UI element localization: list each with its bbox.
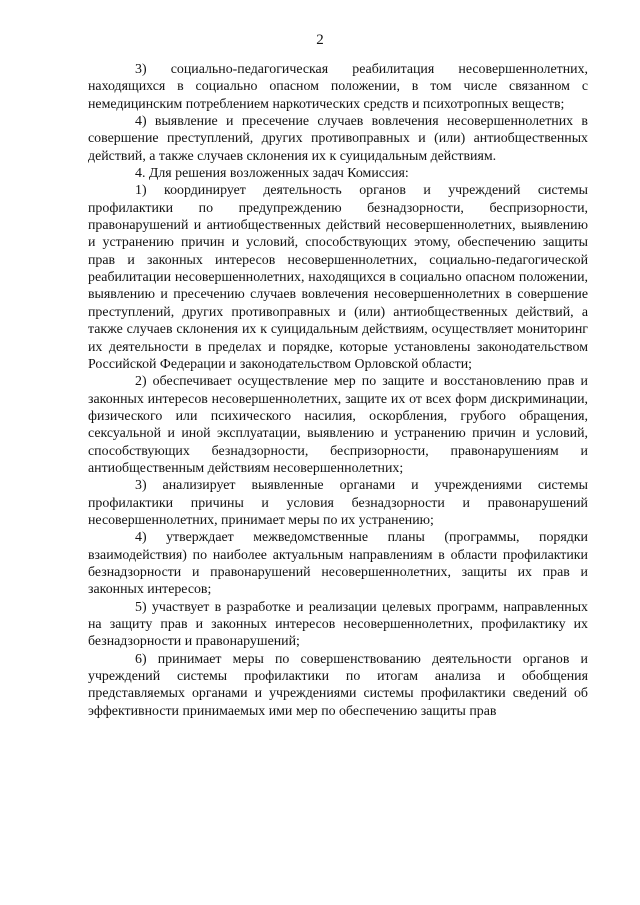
paragraph-item-4-plans: 4) утверждает межведомственные планы (программы, порядки взаимодействия) по наиболее актуальным направлениям в области профилактики безнадзорности и правонарушений несовершеннолетних, защиты их прав и законных интересов; <box>88 530 588 598</box>
document-body <box>88 61 588 720</box>
paragraph-item-4-identification: 4) выявление и пресечение случаев вовлечения несовершеннолетних в совершение преступлений, других противоправных и (или) антиобщественных действий, а также случаев склонения их к суицидальным действиям. <box>88 114 588 164</box>
paragraph-item-5-programs: 5) участвует в разработке и реализации целевых программ, направленных на защиту прав и законных интересов несовершеннолетних, профилактику их безнадзорности и правонарушений; <box>88 599 588 650</box>
paragraph-item-3-analysis: 3) анализирует выявленные органами и учреждениями системы профилактики причины и условия безнадзорности и правонарушений несовершеннолетних, принимает меры по их устранению; <box>88 478 588 528</box>
paragraph-section-4-heading: 4. Для решения возложенных задач Комиссия: <box>135 166 409 182</box>
paragraph-item-3-social-rehabilitation: 3) социально-педагогическая реабилитация несовершеннолетних, находящихся в социально опасном положении, в том числе связанном с немедицинским потреблением наркотических средств и психотропных веществ; <box>88 62 588 112</box>
paragraph-item-6-improvement: 6) принимает меры по совершенствованию деятельности органов и учреждений системы профилактики по итогам анализа и обобщения представляемых органами и учреждениями системы профилактики сведений об эффективности принимаемых ими мер по обеспечению защиты прав <box>88 651 588 719</box>
paragraph-item-2-protection: 2) обеспечивает осуществление мер по защите и восстановлению прав и законных интересов несовершеннолетних, защите их от всех форм дискриминации, физического или психического насилия, оскорбления, грубого обращения, сексуальной и иной эксплуатации, выявлению и устранению причин и условий, способствующих безнадзорности, беспризорности, правонарушениям и антиобщественным действиям несовершеннолетних; <box>88 374 588 476</box>
page-number: 2 <box>316 32 324 48</box>
paragraph-item-1-coordination: 1) координирует деятельность органов и учреждений системы профилактики по предупреждению безнадзорности, беспризорности, правонарушений и антиобщественных действий несовершеннолетних, выявлению и устранению причин и условий, способствующих этому, обеспечению защиты прав и законных интересов несовершеннолетних, социально-педагогической реабилитации несовершеннолетних, находящихся в социально опасном положении, выявлению и пресечению случаев вовлечения несовершеннолетних в совершение преступлений, других противоправных и (или) антиобщественных действий, а также случаев склонения их к суицидальным действиям, осуществляет мониторинг их деятельности в пределах и порядке, которые установлены законодательством Российской Федерации и законодательством Орловской области; <box>88 183 588 372</box>
